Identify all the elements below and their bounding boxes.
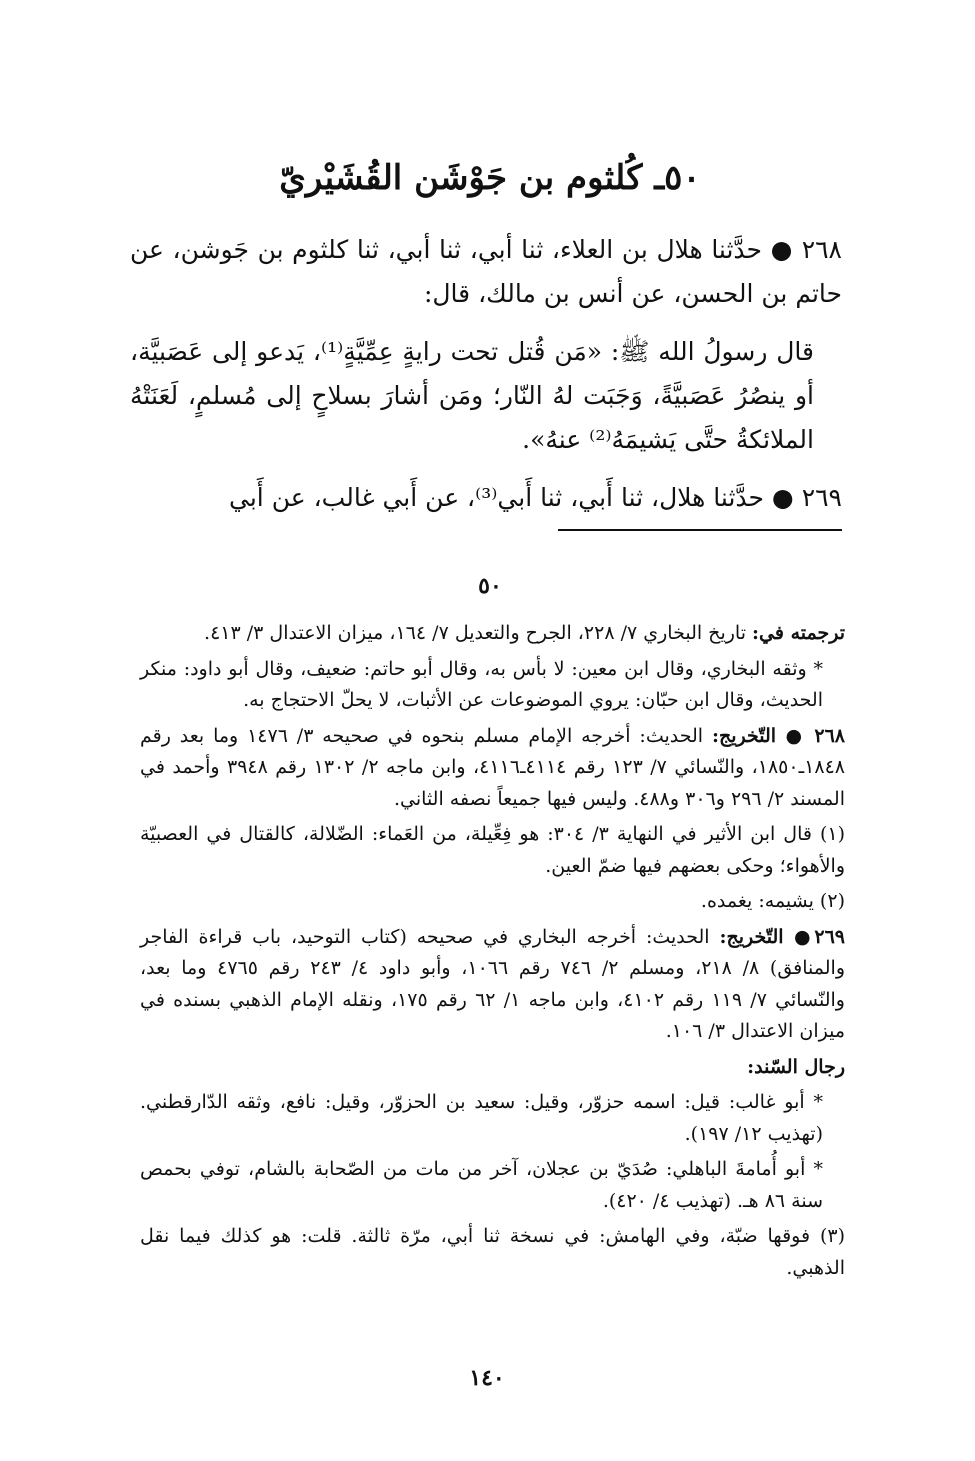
rijal-abu-umama: * أبو أُمامةَ الباهلي: صُدَيّ بن عجلان، آخر من مات من الصّحابة بالشام، توفي بحمص سنة ٨٦ هـ. (تهذيب ٤/ ٤٢٠). [140, 1158, 823, 1212]
biography-text: تاريخ البخاري ٧/ ٢٢٨، الجرح والتعديل ٧/ ١٦٤، ميزان الاعتدال ٣/ ٤١٣. [204, 622, 753, 644]
biography-note [140, 618, 845, 650]
main-text [130, 228, 842, 534]
hadith-268-isnad: ٢٦٨ ● حدَّثنا هلال بن العلاء، ثنا أبي، ثنا أبي، ثنا كلثوم بن جَوشن، عن حاتم بن الحسن، عن أنس بن مالك، قال: [130, 235, 842, 308]
tawthiq-note: * وثقه البخاري، وقال ابن معين: لا بأس به، وقال أبو حاتم: ضعيف، وقال أبو داود: منكر الحديث، وقال ابن حبّان: يروي الموضوعات عن الأثبات، لا يحلّ الاحتجاج به. [140, 657, 823, 711]
page-number: ١٤٠ [469, 1365, 505, 1391]
footnotes [140, 618, 845, 1288]
takhrij-269-note [140, 922, 845, 1048]
takhrij-268-text: الحديث: أخرجه الإمام مسلم بنحوه في صحيحه ٣/ ١٤٧٦ وما بعد رقم ١٨٤٨ـ١٨٥٠، والنّسائي ٧/ ١٢٣ رقم ٤١١٤ـ٤١١٦، وابن ماجه ٢/ ١٣٠٢ رقم ٣٩٤٨ وأحمد في المسند ٢/ ٢٩٦ و٣٠٦ و٤٨٨. وليس فيها جميعاً نصفه الثاني. [140, 724, 845, 810]
chapter-title: ٥٠ـ كُلثوم بن جَوْشَن القُشَيْريّ [279, 158, 701, 198]
takhrij-268-label: ٢٦٨ ● التّخريج: [711, 724, 845, 747]
takhrij-269-label: ٢٦٩● التّخريج: [719, 925, 845, 948]
footnote-3: (٣) فوقها ضبّة، وفي الهامش: في نسخة ثنا أبي، مرّة ثالثة. قلت: هو كذلك فيما نقل الذهبي. [140, 1225, 845, 1279]
rijal-label [140, 1052, 845, 1084]
footnote-2: (٢) يشيمه: يغمده. [700, 890, 845, 912]
footnotes-section-number: ٥٠ [478, 573, 502, 599]
hadith-269-isnad: ٢٦٩ ● حدَّثنا هلال، ثنا أَبي، ثنا أَبي⁽³⁾، عن أَبي غالب، عن أَبي [229, 483, 842, 512]
hadith-268-matn: قال رسولُ الله ﷺ: «مَن قُتل تحت رايةٍ عِمِّيَّةٍ⁽¹⁾، يَدعو إلى عَصَبيَّة، أو ينصُرُ عَصَبيَّةً، وَجَبَت لهُ النّار؛ ومَن أشارَ بسلاحٍ إلى مُسلمٍ، لَعَنَتْهُ الملائكةُ حتَّى يَشيمَهُ⁽²⁾ عنهُ». [130, 337, 814, 454]
rijal-label-text: رجال السّند: [747, 1055, 845, 1078]
rijal-abu-ghalib: * أبو غالب: قيل: اسمه حزوّر، وقيل: سعيد بن الحزوّر، وقيل: نافع، وثقه الدّارقطني. (تهذيب ١٢/ ١٩٧). [140, 1091, 823, 1145]
takhrij-269-text: الحديث: أخرجه البخاري في صحيحه (كتاب التوحيد، باب قراءة الفاجر والمنافق) ٨/ ٢١٨، ومسلم ٢/ ٧٤٦ رقم ١٠٦٦، وأبو داود ٤/ ٢٤٣ رقم ٤٧٦٥ وما بعد، والنّسائي ٧/ ١١٩ رقم ٤١٠٢، وابن ماجه ١/ ٦٢ رقم ١٧٥، ونقله الإمام الذهبي بسنده في ميزان الاعتدال ٣/ ١٠٦. [140, 925, 845, 1042]
takhrij-268-note [140, 721, 845, 816]
footnote-separator [558, 529, 842, 531]
biography-label: ترجمته في: [752, 622, 845, 644]
footnote-1: (١) قال ابن الأثير في النهاية ٣/ ٣٠٤: هو فِعِّيلة، من العَماء: الضّلالة، كالقتال في العصبيّة والأهواء؛ وحكى بعضهم فيها ضمّ العين. [140, 823, 845, 877]
